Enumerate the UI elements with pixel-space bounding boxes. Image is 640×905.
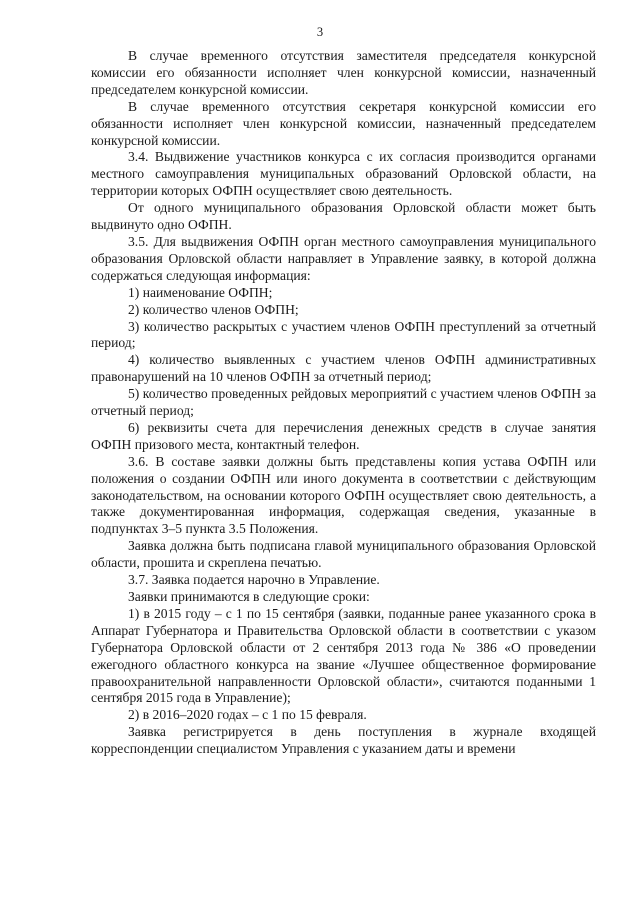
paragraph-signature: Заявка должна быть подписана главой муниципального образования Орловской области, прошита и скреплена печатью. <box>91 538 596 571</box>
page-number: 3 <box>316 25 324 39</box>
list-item-2: 2) количество членов ОФПН; <box>128 301 299 317</box>
list-item-5: 5) количество проведенных рейдовых мероприятий с участием членов ОФПН за отчетный период; <box>91 386 596 419</box>
paragraph-3-6: 3.6. В составе заявки должны быть представлены копия устава ОФПН или положения о создании ОФПН или иного документа в соответствии с действующим законодательством, на основании которого ОФПН осуществляет свою деятельность, а также документированная информация, содержащая сведения, указанные в подпунктах 3–5 пункта 3.5 Положения. <box>91 453 596 537</box>
paragraph-3-7: 3.7. Заявка подается нарочно в Управление. <box>128 572 380 588</box>
list-item-6: 6) реквизиты счета для перечисления денежных средств в случае занятия ОФПН призового места, контактный телефон. <box>91 419 596 452</box>
paragraph-deadlines-intro: Заявки принимаются в следующие сроки: <box>128 589 370 604</box>
list-item-1: 1) наименование ОФПН; <box>128 284 273 300</box>
paragraph-one-ofpn: От одного муниципального образования Орловской области может быть выдвинуто одно ОФПН. <box>91 200 596 233</box>
paragraph-registration: Заявка регистрируется в день поступления в журнале входящей корреспонденции специалистом Управления с указанием даты и времени <box>91 724 596 757</box>
paragraph-3-5: 3.5. Для выдвижения ОФПН орган местного самоуправления муниципального образования Орловской области направляет в Управление заявку, в которой должна содержаться следующая информация: <box>91 233 596 283</box>
document-body <box>91 48 596 758</box>
paragraph-secretary-absence: В случае временного отсутствия секретаря конкурсной комиссии его обязанности исполняет член конкурсной комиссии, назначенный председателем конкурсной комиссии. <box>91 98 596 148</box>
deadline-item-1: 1) в 2015 году – с 1 по 15 сентября (заявки, поданные ранее указанного срока в Аппарат Губернатора и Правительства Орловской области в соответствии с указом Губернатора Орловской области от 2 сентября 2013 года № 386 «О проведении ежегодного областного конкурса на звание «Лучшее общественное формирование правоохранительной направленности Орловской области», считаются поданными 1 сентября 2015 года в Управление); <box>91 605 596 706</box>
list-item-3: 3) количество раскрытых с участием членов ОФПН преступлений за отчетный период; <box>91 318 596 351</box>
paragraph-3-4: 3.4. Выдвижение участников конкурса с их согласия производится органами местного самоуправления муниципальных образований Орловской области, на территории которых ОФПН осуществляет свою деятельность. <box>91 149 596 199</box>
paragraph-deputy-absence: В случае временного отсутствия заместителя председателя конкурсной комиссии его обязанности исполняет член конкурсной комиссии, назначенный председателем конкурсной комиссии. <box>91 48 596 97</box>
deadline-item-2: 2) в 2016–2020 годах – с 1 по 15 февраля. <box>128 707 367 723</box>
list-item-4: 4) количество выявленных с участием членов ОФПН административных правонарушений на 10 членов ОФПН за отчетный период; <box>91 352 596 385</box>
